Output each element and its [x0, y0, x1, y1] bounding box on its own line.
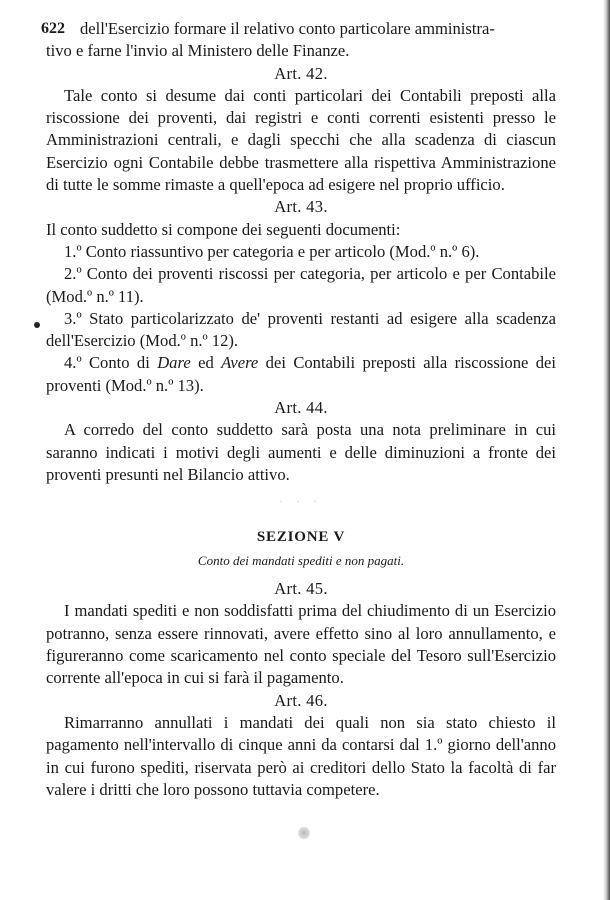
art-43-item-4	[46, 352, 556, 397]
section-divider: . . .	[279, 494, 323, 506]
art-44-heading: Art. 44.	[274, 398, 328, 418]
art-46-heading: Art. 46.	[274, 690, 328, 710]
document-body	[46, 18, 556, 801]
art-44-paragraph: A corredo del conto suddetto sarà posta una nota preliminare in cui saranno indicati i motivi degli aumenti e delle diminuzioni a fronte dei proventi presunti nel Bilancio attivo.	[46, 420, 556, 484]
page-edge-shadow	[603, 0, 610, 900]
art-42-paragraph: Tale conto si desume dai conti particolari dei Contabili preposti alla riscossione dei proventi, dai registri e conti correnti esistenti presso le Amministrazioni centrali, e dagli specchi che alla scadenza di ciascun Esercizio ogni Contabile debbe trasmettere alla rispettiva Amministrazione di tutte le somme rimaste a quell'epoca ad esigere nel proprio ufficio.	[46, 85, 556, 195]
art-43-heading: Art. 43.	[274, 197, 328, 217]
art-42-heading: Art. 42.	[274, 63, 328, 83]
art-43-item-4-ed: ed	[190, 353, 222, 373]
art-43-intro: Il conto suddetto si compone dei seguenti documenti:	[46, 219, 401, 239]
art-43-item-4-prefix: 4.º Conto di	[64, 353, 158, 373]
art-45-heading: Art. 45.	[274, 579, 328, 599]
art-46-paragraph: Rimarranno annullati i mandati dei quali non sia stato chiesto il pagamento nell'intervallo di cinque anni da contarsi dal 1.º giorno dell'anno in cui furono spediti, riservata però ai creditori dello Stato la facoltà di far valere i dritti che loro possono tuttavia competere.	[46, 712, 556, 799]
art-43-item-1: 1.º Conto riassuntivo per categoria e per articolo (Mod.º n.º 6).	[64, 241, 480, 261]
art-43-item-4-suffix: dei Contabili preposti alla riscossione dei proventi (Mod.º n.º 13).	[46, 353, 557, 395]
art-45-paragraph: I mandati spediti e non soddisfatti prima del chiudimento di un Esercizio potranno, senza essere rinnovati, avere effetto sino al loro annullamento, e figureranno come scaricamento nel conto speciale del Tesoro sull'Esercizio corrente all'epoca in cui si farà il pagamento.	[46, 601, 556, 688]
section-subtitle: Conto dei mandati spediti e non pagati.	[197, 552, 405, 568]
margin-ink-dot	[34, 322, 40, 328]
intro-line-1: dell'Esercizio formare il relativo conto particolare amministra-	[80, 19, 495, 38]
section-title: SEZIONE V	[256, 528, 346, 545]
ink-stamp-mark	[298, 826, 310, 840]
art-43-item-4-dare: Dare	[157, 353, 191, 373]
page-number: 622	[41, 20, 65, 37]
art-43-item-3: 3.º Stato particolarizzato de' proventi restanti ad esigere alla scadenza dell'Esercizio (Mod.º n.º 12).	[46, 308, 556, 351]
art-43-item-2: 2.º Conto dei proventi riscossi per categoria, per articolo e per Contabile (Mod.º n.º 11).	[46, 264, 556, 306]
art-43-item-4-avere: Avere	[221, 353, 259, 373]
intro-line-2: tivo e farne l'invio al Ministero delle Finanze.	[46, 41, 350, 61]
